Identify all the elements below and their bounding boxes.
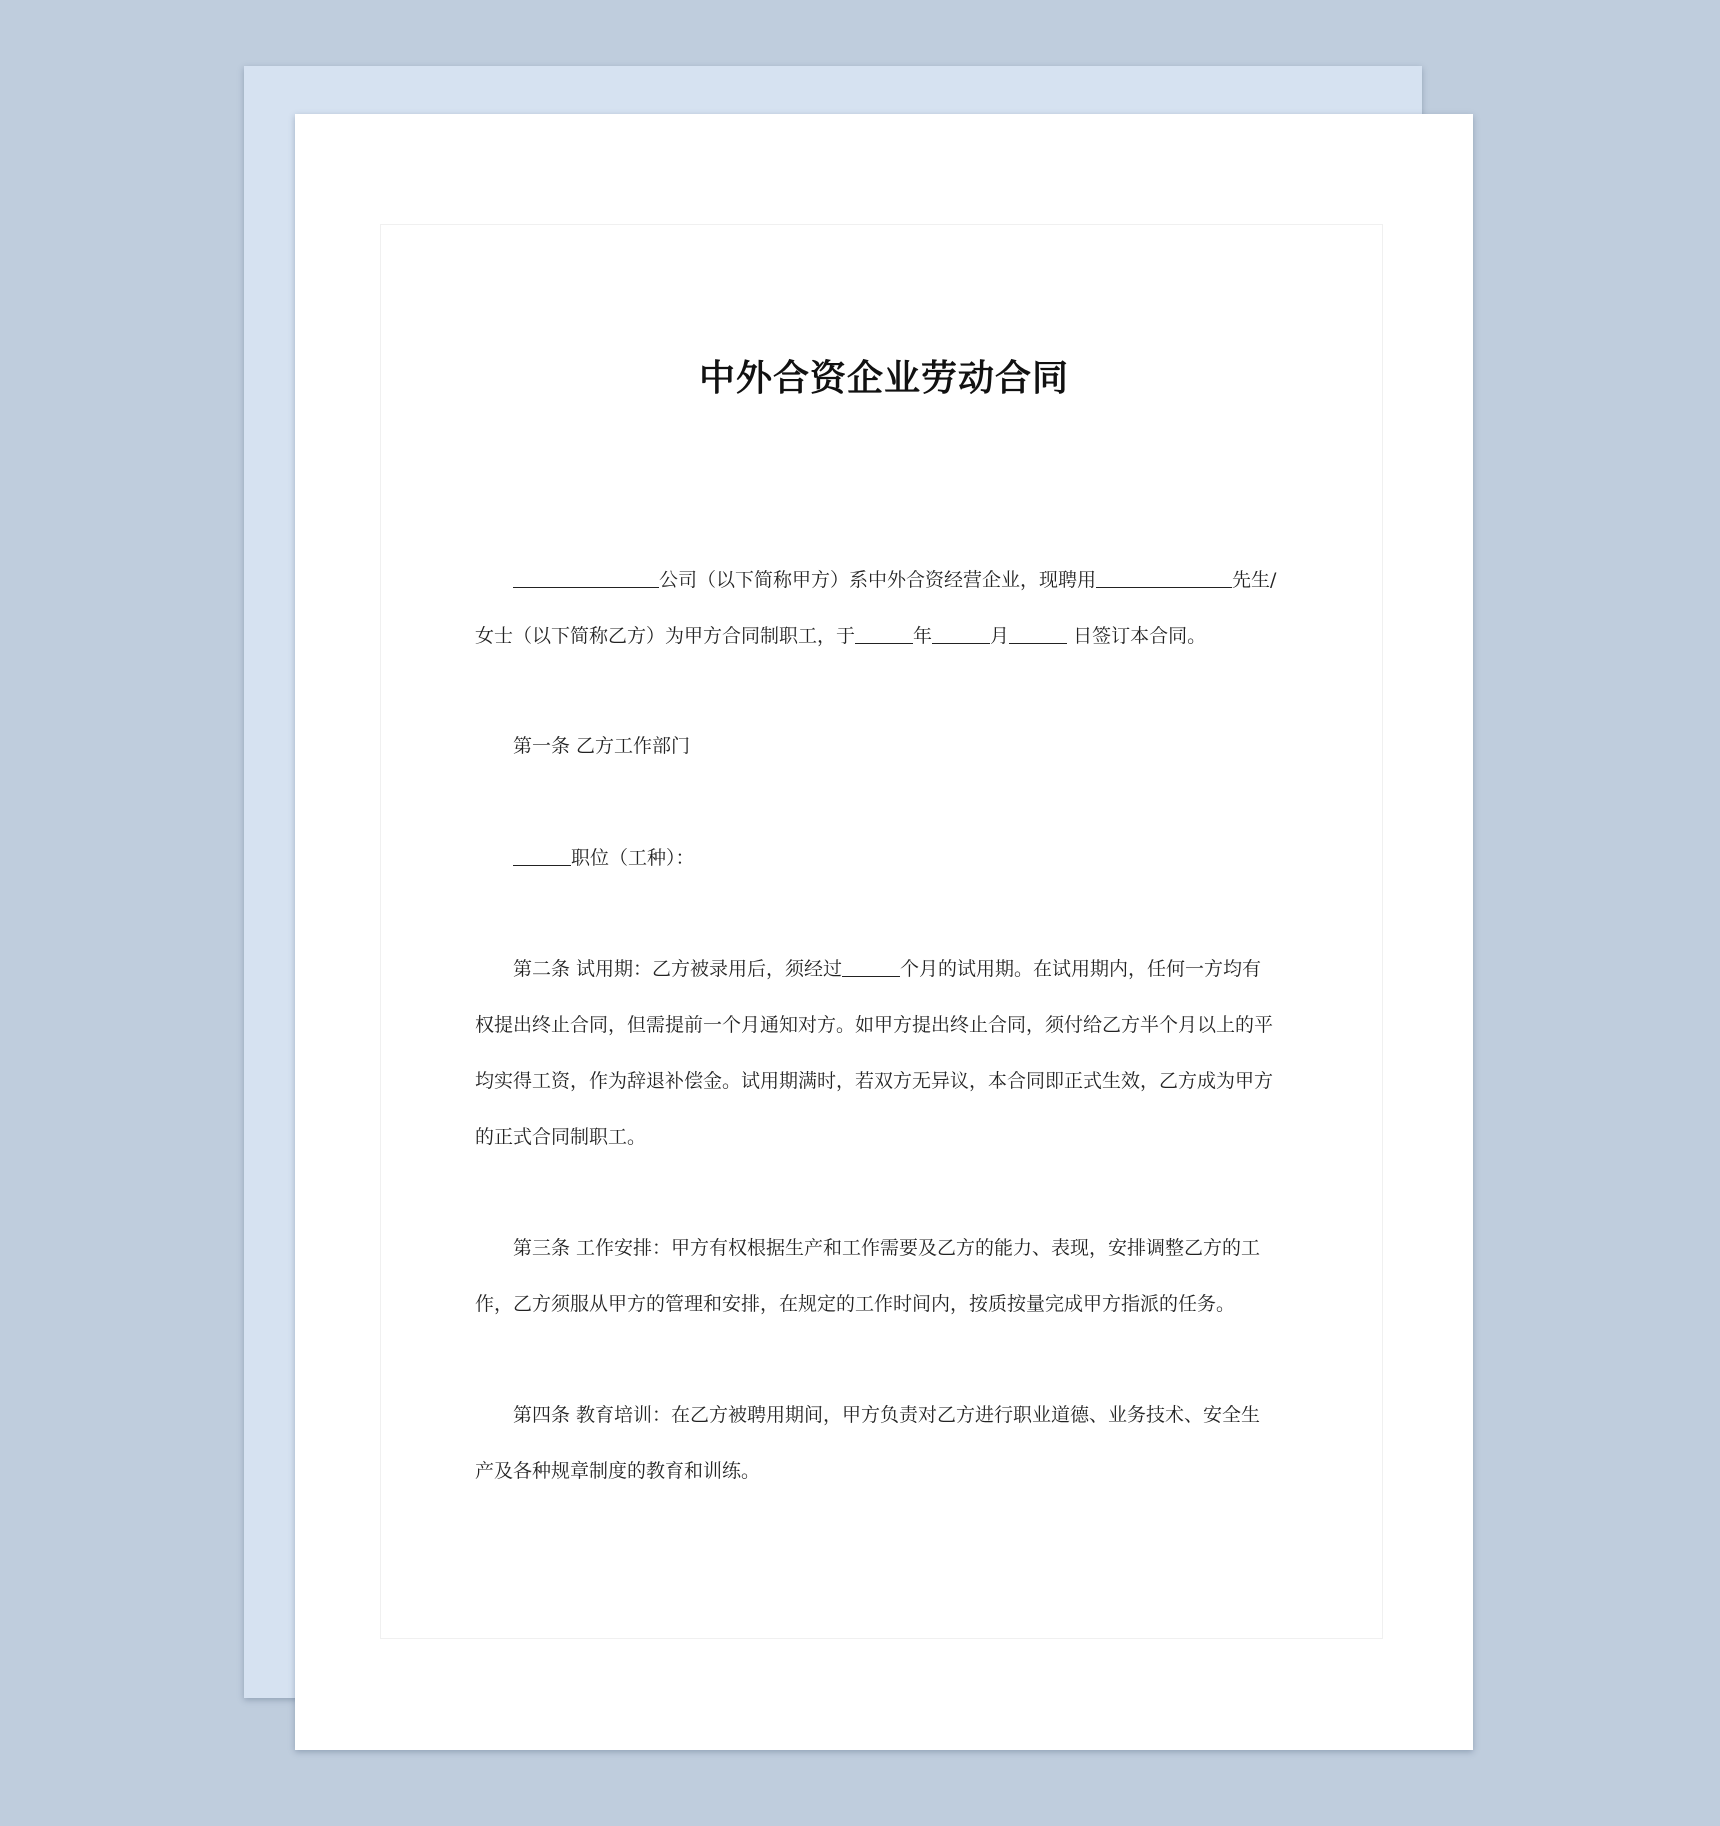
intro-text-2a: 女士（以下简称乙方）为甲方合同制职工，于 xyxy=(475,625,856,647)
article-2-text-1b: 个月的试用期。在试用期内，任何一方均有 xyxy=(900,958,1262,980)
intro-text-2b: 日签订本合同。 xyxy=(1067,625,1207,647)
year-blank[interactable] xyxy=(855,623,913,644)
month-label: 月 xyxy=(990,625,1010,647)
probation-months-blank[interactable] xyxy=(842,956,900,977)
intro-line-2 xyxy=(475,622,1206,650)
article-2-line-4: 的正式合同制职工。 xyxy=(475,1126,647,1148)
day-blank[interactable] xyxy=(1009,623,1067,644)
employee-name-blank[interactable] xyxy=(1096,567,1232,588)
article-1-heading: 第一条 乙方工作部门 xyxy=(513,735,691,757)
position-label: 职位（工种）： xyxy=(571,847,695,869)
article-4-line-1: 第四条 教育培训：在乙方被聘用期间，甲方负责对乙方进行职业道德、业务技术、安全生 xyxy=(513,1404,1261,1426)
document-title: 中外合资企业劳动合同 xyxy=(698,358,1069,399)
position-blank[interactable] xyxy=(513,845,571,866)
article-2-text-1a: 第二条 试用期：乙方被录用后，须经过 xyxy=(513,958,843,980)
article-2-line-1 xyxy=(513,955,1261,983)
intro-text-1a: 公司（以下简称甲方）系中外合资经营企业，现聘用 xyxy=(659,569,1097,591)
article-2-line-2: 权提出终止合同，但需提前一个月通知对方。如甲方提出终止合同，须付给乙方半个月以上的平 xyxy=(475,1014,1274,1036)
article-3-line-2: 作，乙方须服从甲方的管理和安排，在规定的工作时间内，按质按量完成甲方指派的任务。 xyxy=(475,1293,1236,1315)
intro-text-1b: 先生/ xyxy=(1232,569,1277,591)
article-3-line-1: 第三条 工作安排：甲方有权根据生产和工作需要及乙方的能力、表现，安排调整乙方的工 xyxy=(513,1237,1261,1259)
article-1-position xyxy=(513,844,695,872)
month-blank[interactable] xyxy=(932,623,990,644)
document-page xyxy=(295,114,1473,1750)
article-4-line-2: 产及各种规章制度的教育和训练。 xyxy=(475,1460,761,1482)
intro-line-1 xyxy=(513,566,1276,594)
article-2-line-3: 均实得工资，作为辞退补偿金。试用期满时，若双方无异议，本合同即正式生效，乙方成为甲方 xyxy=(475,1070,1274,1092)
year-label: 年 xyxy=(913,625,933,647)
company-name-blank[interactable] xyxy=(513,567,659,588)
